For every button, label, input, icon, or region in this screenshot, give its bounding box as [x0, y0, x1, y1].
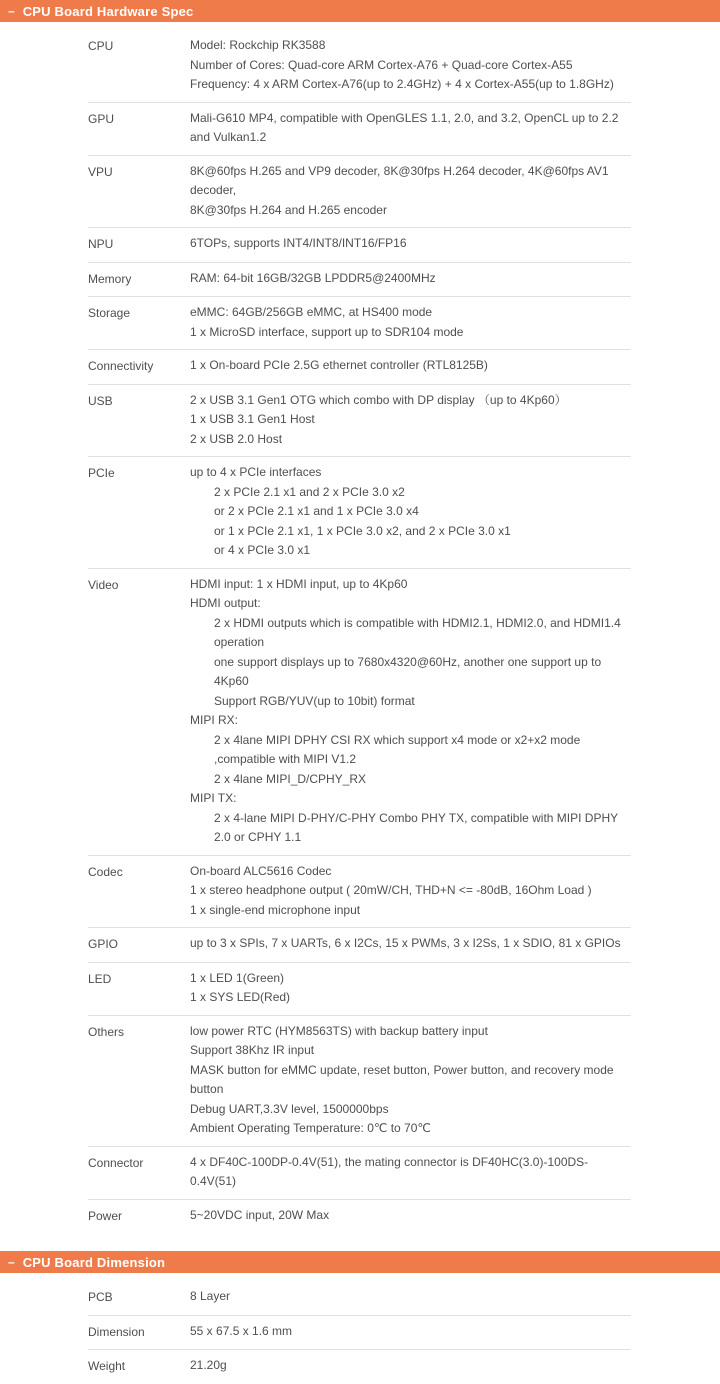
spec-label: Connectivity: [88, 359, 154, 373]
spec-values: [190, 234, 631, 254]
spec-value-line: 1 x single-end microphone input: [190, 902, 361, 917]
spec-values: [190, 36, 631, 95]
section-rows: [88, 22, 631, 1233]
spec-value-line: up to 3 x SPIs, 7 x UARTs, 6 x I2Cs, 15 x PWMs, 3 x I2Ss, 1 x SDIO, 81 x GPIOs: [190, 936, 621, 950]
spec-values: [190, 1022, 631, 1139]
spec-label: Others: [88, 1024, 125, 1039]
spec-label: Memory: [88, 271, 132, 286]
spec-value-line: Number of Cores: Quad-core ARM Cortex-A76 + Quad-core Cortex-A55: [190, 57, 573, 72]
spec-value-line: 1 x On-board PCIe 2.5G ethernet controller (RTL8125B): [190, 358, 488, 372]
spec-value-line: Model: Rockchip RK3588: [190, 38, 326, 52]
spec-value-line: 1 x LED 1(Green): [190, 970, 285, 985]
spec-label: GPU: [88, 111, 115, 126]
spec-label: VPU: [88, 164, 113, 179]
section-header: [0, 1251, 720, 1273]
spec-row: [88, 385, 631, 458]
spec-label: LED: [88, 971, 112, 986]
spec-row: [88, 856, 631, 929]
spec-values: [190, 1287, 631, 1307]
spec-value-line: 2 x 4-lane MIPI D-PHY/C-PHY Combo PHY TX, compatible with MIPI DPHY 2.0 or CPHY 1.1: [214, 810, 618, 844]
section-rows: [88, 1273, 631, 1384]
spec-value-line: 2 x HDMI outputs which is compatible with HDMI2.1, HDMI2.0, and HDMI1.4 operation: [214, 615, 621, 649]
spec-value-line: 55 x 67.5 x 1.6 mm: [190, 1323, 293, 1338]
spec-value-line: 21.20g: [190, 1358, 227, 1372]
spec-value-line: eMMC: 64GB/256GB eMMC, at HS400 mode: [190, 305, 433, 319]
spec-value-line: 4 x DF40C-100DP-0.4V(51), the mating connector is DF40HC(3.0)-100DS-0.4V(51): [190, 1154, 589, 1188]
spec-label: GPIO: [88, 937, 119, 951]
spec-row: [88, 1016, 631, 1147]
spec-row: [88, 228, 631, 263]
spec-row: [88, 30, 631, 103]
spec-value-line: 8K@60fps H.265 and VP9 decoder, 8K@30fps H.264 decoder, 4K@60fps AV1 decoder,: [190, 163, 609, 197]
spec-label: CPU: [88, 39, 114, 53]
collapse-icon[interactable]: –: [8, 1255, 15, 1269]
spec-value-line: Mali-G610 MP4, compatible with OpenGLES 1.1, 2.0, and 3.2, OpenCL up to 2.2 and Vulkan1.2: [190, 110, 619, 144]
section-title: CPU Board Dimension: [22, 1254, 166, 1270]
spec-values: [190, 303, 631, 342]
spec-value-line: one support displays up to 7680x4320@60Hz, another one support up to 4Kp60: [214, 654, 602, 688]
spec-label: Dimension: [88, 1324, 145, 1339]
spec-value-line: 1 x stereo headphone output ( 20mW/CH, THD+N <= -80dB, 16Ohm Load ): [190, 883, 592, 897]
spec-value-line: 1 x SYS LED(Red): [190, 990, 291, 1004]
spec-label: Video: [88, 577, 119, 592]
spec-values: [190, 934, 631, 954]
spec-value-line: HDMI output:: [190, 596, 261, 610]
spec-values: [190, 1356, 631, 1376]
spec-value-line: Support 38Khz IR input: [190, 1043, 315, 1057]
spec-values: [190, 356, 631, 376]
spec-value-line: On-board ALC5616 Codec: [190, 863, 332, 878]
spec-value-line: 1 x MicroSD interface, support up to SDR104 mode: [190, 324, 464, 339]
spec-value-line: MIPI TX:: [190, 791, 237, 805]
spec-row: [88, 1147, 631, 1200]
spec-value-line: or 2 x PCIe 2.1 x1 and 1 x PCIe 3.0 x4: [214, 504, 419, 518]
spec-value-line: 6TOPs, supports INT4/INT8/INT16/FP16: [190, 236, 407, 250]
spec-row: [88, 263, 631, 298]
spec-value-line: Frequency: 4 x ARM Cortex-A76(up to 2.4GHz) + 4 x Cortex-A55(up to 1.8GHz): [190, 77, 614, 91]
spec-label: USB: [88, 393, 113, 408]
spec-value-line: RAM: 64-bit 16GB/32GB LPDDR5@2400MHz: [190, 270, 436, 285]
spec-value-line: low power RTC (HYM8563TS) with backup battery input: [190, 1023, 488, 1038]
spec-value-line: Support RGB/YUV(up to 10bit) format: [214, 693, 415, 708]
spec-row: [88, 156, 631, 229]
spec-label: PCB: [88, 1290, 113, 1304]
spec-label: PCIe: [88, 466, 115, 480]
spec-values: [190, 969, 631, 1008]
spec-row: [88, 297, 631, 350]
spec-label: Power: [88, 1208, 123, 1223]
spec-row: [88, 457, 631, 569]
spec-value-line: MASK button for eMMC update, reset button, Power button, and recovery mode button: [190, 1062, 614, 1096]
spec-values: [190, 269, 631, 289]
spec-row: [88, 103, 631, 156]
spec-label: NPU: [88, 237, 114, 251]
spec-label: Connector: [88, 1155, 144, 1170]
spec-value-line: 2 x 4lane MIPI_D/CPHY_RX: [214, 771, 367, 786]
spec-value-line: Ambient Operating Temperature: 0℃ to 70℃: [190, 1121, 431, 1135]
spec-value-line: 8K@30fps H.264 and H.265 encoder: [190, 202, 387, 217]
spec-value-line: 2 x USB 2.0 Host: [190, 431, 283, 446]
spec-value-line: MIPI RX:: [190, 713, 239, 727]
spec-row: [88, 1281, 631, 1316]
spec-row: [88, 928, 631, 963]
spec-value-line: 2 x USB 3.1 Gen1 OTG which combo with DP display （up to 4Kp60）: [190, 392, 567, 407]
spec-values: [190, 1206, 631, 1226]
spec-value-line: 5~20VDC input, 20W Max: [190, 1207, 330, 1222]
section-header: [0, 0, 720, 22]
spec-section-cpu-board-dimension: [0, 1251, 720, 1384]
spec-value-line: or 1 x PCIe 2.1 x1, 1 x PCIe 3.0 x2, and 2 x PCIe 3.0 x1: [214, 523, 511, 538]
spec-value-line: up to 4 x PCIe interfaces: [190, 465, 322, 479]
spec-values: [190, 575, 631, 848]
spec-values: [190, 1153, 631, 1192]
spec-label: Storage: [88, 306, 131, 320]
spec-row: [88, 1350, 631, 1384]
spec-values: [190, 463, 631, 561]
spec-value-line: 2 x PCIe 2.1 x1 and 2 x PCIe 3.0 x2: [214, 484, 405, 499]
spec-row: [88, 1200, 631, 1234]
spec-row: [88, 1316, 631, 1351]
spec-value-line: 2 x 4lane MIPI DPHY CSI RX which support x4 mode or x2+x2 mode ,compatible with MIPI V1.2: [214, 732, 581, 766]
spec-values: [190, 109, 631, 148]
spec-label: Weight: [88, 1359, 126, 1373]
collapse-icon[interactable]: –: [8, 4, 15, 18]
spec-values: [190, 1322, 631, 1342]
spec-value-line: 8 Layer: [190, 1289, 231, 1303]
spec-row: [88, 569, 631, 856]
section-title: CPU Board Hardware Spec: [22, 3, 194, 19]
spec-values: [190, 391, 631, 450]
spec-label: Codec: [88, 864, 123, 879]
spec-row: [88, 350, 631, 385]
spec-values: [190, 862, 631, 921]
spec-value-line: 1 x USB 3.1 Gen1 Host: [190, 412, 315, 426]
spec-value-line: or 4 x PCIe 3.0 x1: [214, 543, 311, 557]
spec-value-line: Debug UART,3.3V level, 1500000bps: [190, 1101, 389, 1116]
spec-value-line: HDMI input: 1 x HDMI input, up to 4Kp60: [190, 576, 408, 591]
spec-values: [190, 162, 631, 221]
spec-row: [88, 963, 631, 1016]
